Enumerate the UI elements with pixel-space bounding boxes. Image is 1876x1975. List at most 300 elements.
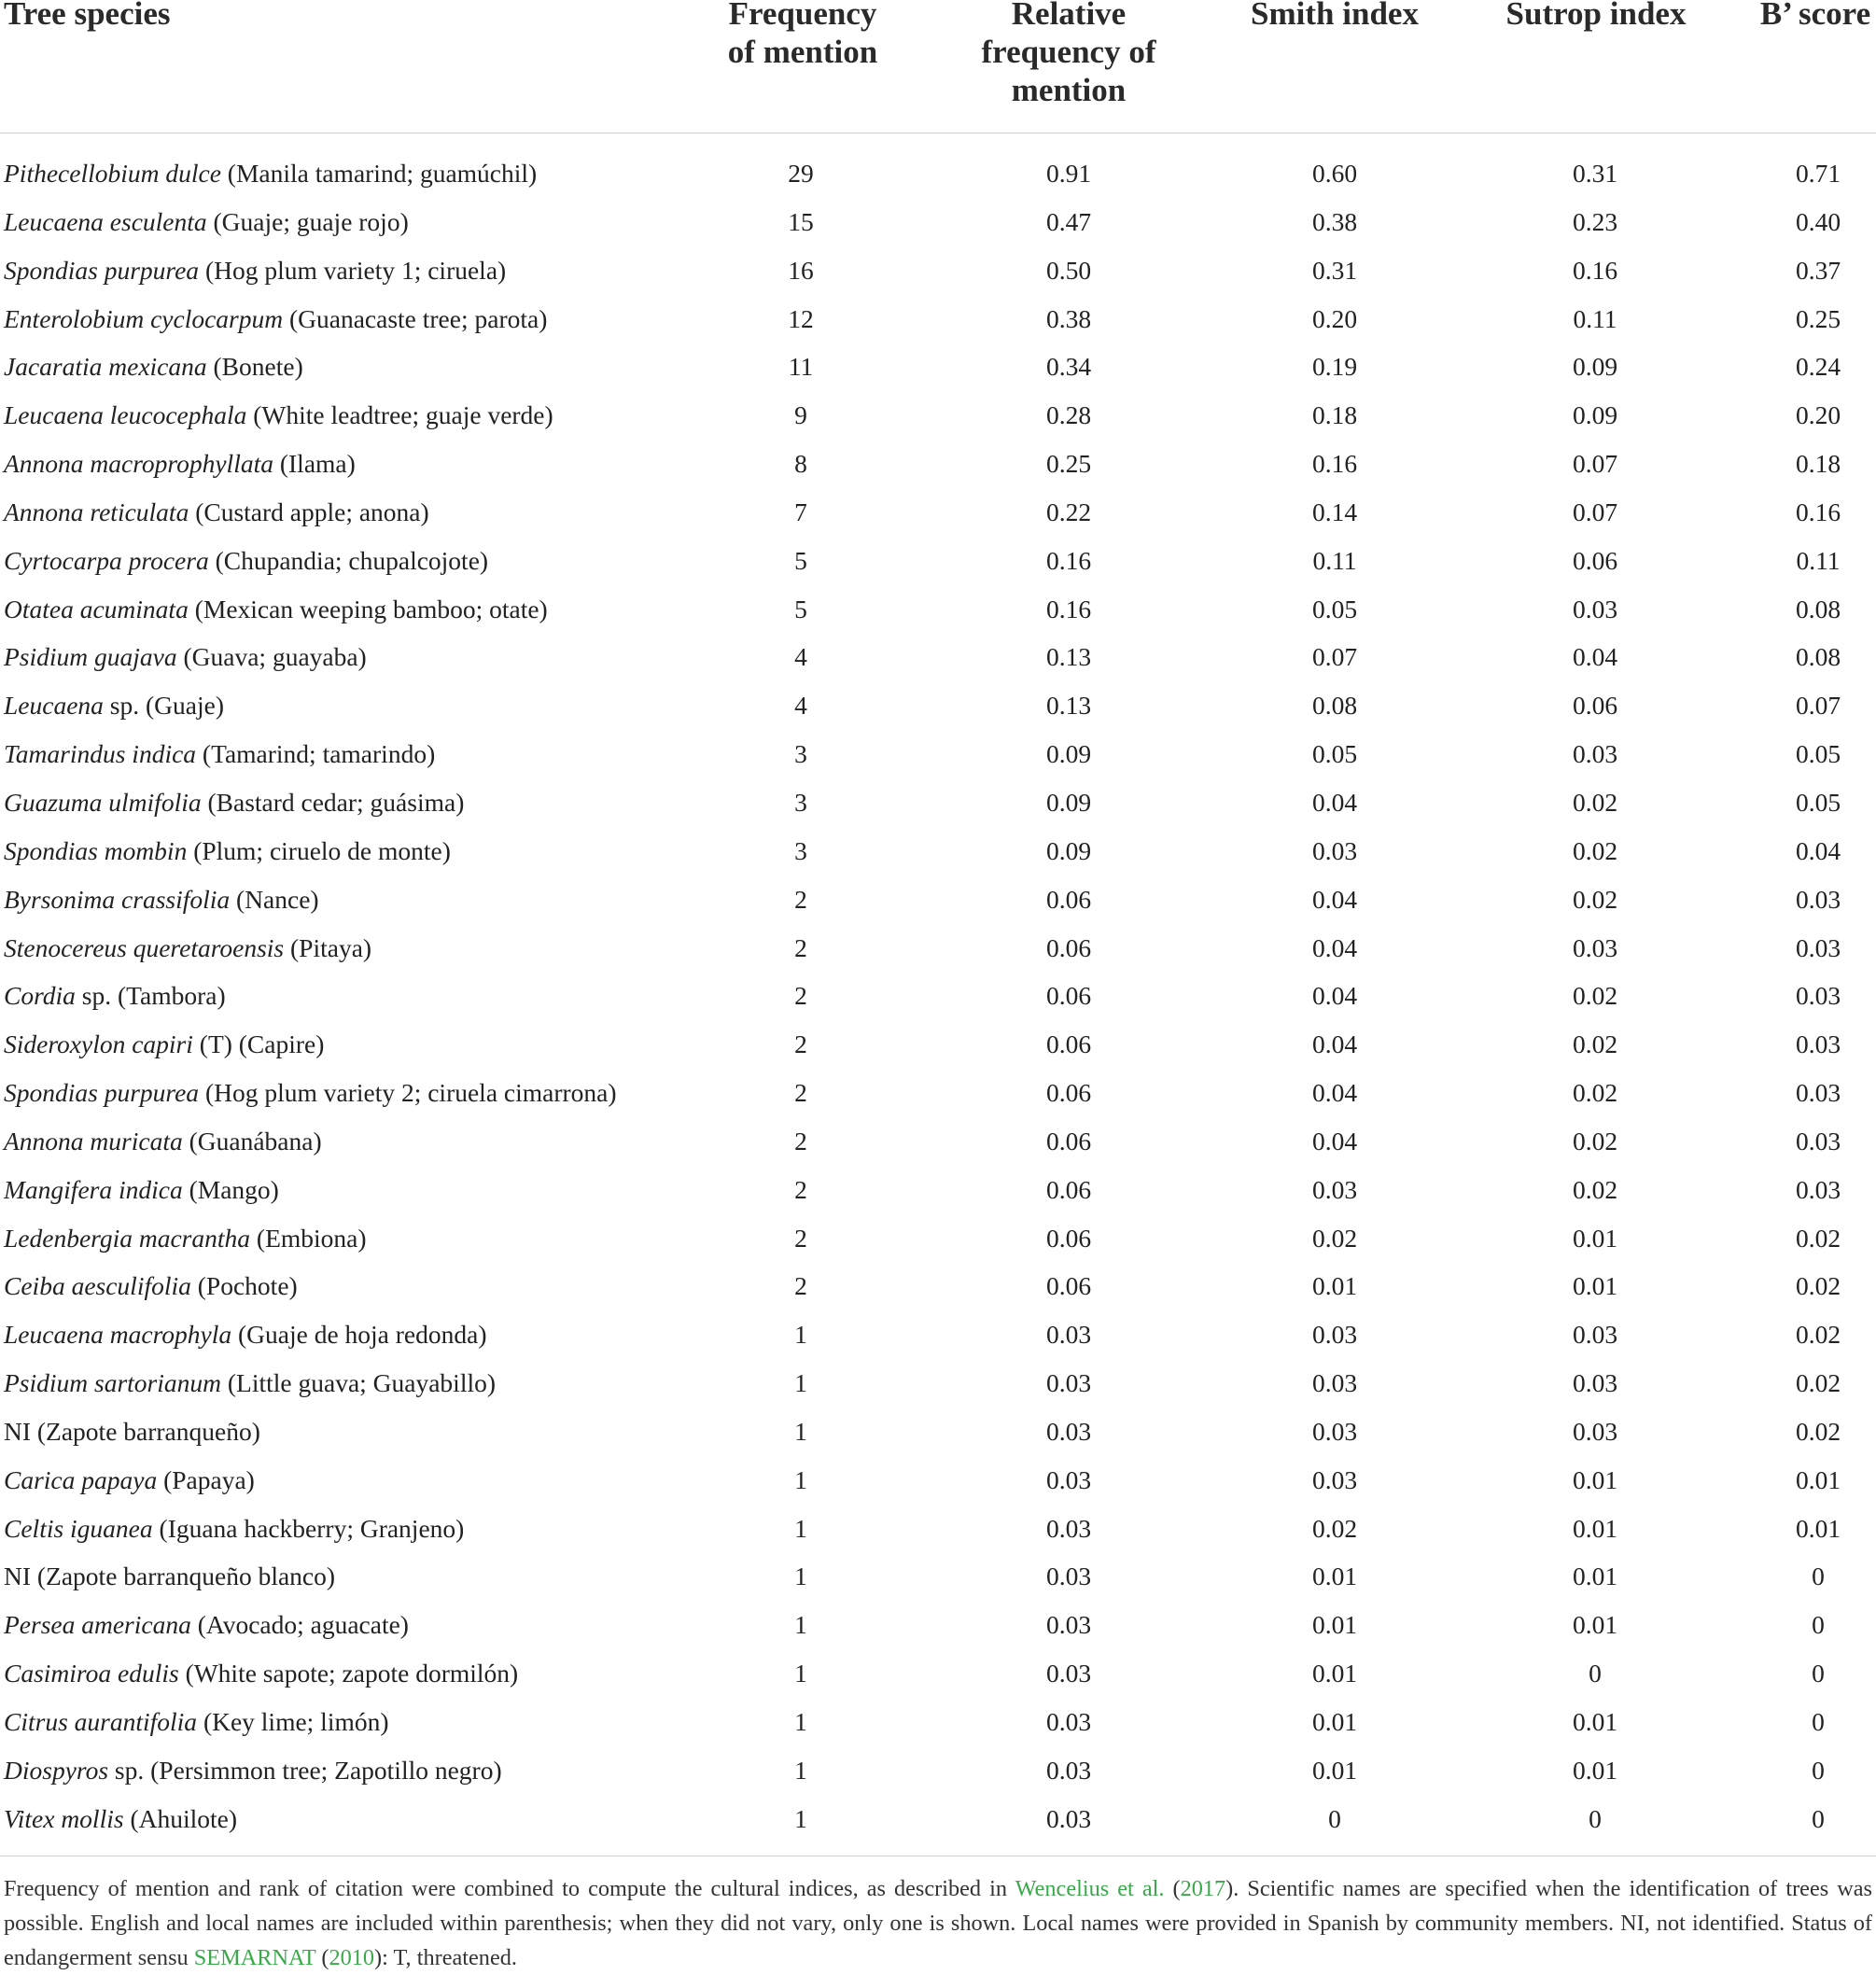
table-row — [0, 1752, 1876, 1800]
cell-smith-index: 0.04 — [1311, 981, 1358, 1011]
cell-relative-frequency: 0.50 — [1045, 255, 1092, 285]
scientific-name: Ledenbergia macrantha — [4, 1223, 251, 1253]
cell-sutrop-index: 0.07 — [1572, 449, 1618, 479]
cell-tree-species — [4, 1316, 487, 1353]
cell-tree-species — [4, 1026, 324, 1063]
table-row — [0, 1558, 1876, 1606]
cell-relative-frequency: 0.03 — [1045, 1562, 1092, 1591]
cell-sutrop-index: 0.02 — [1572, 884, 1618, 914]
common-name: (Pitaya) — [284, 932, 372, 962]
cell-frequency: 1 — [794, 1513, 807, 1543]
common-name: (Plum; ciruelo de monte) — [187, 835, 451, 865]
cell-smith-index: 0.01 — [1311, 1562, 1358, 1591]
table-row — [0, 1220, 1876, 1268]
cell-tree-species — [4, 784, 464, 821]
cell-sutrop-index: 0.07 — [1572, 497, 1618, 526]
cell-frequency: 2 — [794, 1271, 807, 1301]
cell-tree-species — [4, 1800, 237, 1838]
common-name: (Manila tamarind; guamúchil) — [220, 159, 538, 188]
cell-smith-index: 0.11 — [1312, 545, 1357, 575]
common-name: (Guaje de hoja redonda) — [231, 1320, 487, 1350]
common-name: (Papaya) — [157, 1464, 255, 1494]
scientific-name: Ceiba aesculifolia — [4, 1271, 191, 1301]
cell-sutrop-index: 0.03 — [1572, 1416, 1618, 1446]
cell-b-score: 0.03 — [1795, 884, 1841, 914]
cell-tree-species — [4, 930, 371, 967]
cell-sutrop-index: 0.03 — [1572, 1368, 1618, 1398]
table-row — [0, 1268, 1876, 1316]
table-row — [0, 1606, 1876, 1655]
scientific-name: Casimiroa edulis — [4, 1659, 179, 1688]
cell-sutrop-index: 0.03 — [1572, 932, 1618, 962]
cell-frequency: 12 — [788, 303, 814, 333]
scientific-name: Pithecellobium dulce — [4, 159, 221, 188]
common-name: (Little guava; Guayabillo) — [221, 1368, 497, 1398]
common-name: (Bastard cedar; guásima) — [201, 787, 465, 817]
common-name: (Embiona) — [250, 1223, 367, 1253]
cell-b-score: 0.05 — [1795, 787, 1841, 817]
cell-tree-species — [4, 1123, 322, 1160]
cell-relative-frequency: 0.28 — [1045, 400, 1092, 430]
table-row — [0, 833, 1876, 881]
table-body — [0, 155, 1876, 1849]
footnote-text: ): T, threatened. — [374, 1945, 517, 1970]
cell-b-score: 0.24 — [1795, 352, 1841, 382]
cell-relative-frequency: 0.09 — [1045, 739, 1092, 769]
common-name: (Chupandia; chupalcojote) — [208, 545, 489, 575]
cell-b-score: 0.37 — [1795, 255, 1841, 285]
cell-smith-index: 0.18 — [1311, 400, 1358, 430]
cell-relative-frequency: 0.91 — [1045, 159, 1092, 188]
cell-frequency: 1 — [794, 1610, 807, 1640]
cell-b-score: 0.08 — [1795, 642, 1841, 672]
cell-frequency: 1 — [794, 1707, 807, 1736]
scientific-name: Cordia — [4, 981, 76, 1011]
cell-tree-species — [4, 1606, 409, 1644]
cell-sutrop-index: 0.06 — [1572, 545, 1618, 575]
cell-tree-species — [4, 1558, 335, 1595]
scientific-name: Annona reticulata — [4, 497, 189, 526]
cell-tree-species — [4, 881, 319, 918]
cell-relative-frequency: 0.03 — [1045, 1464, 1092, 1494]
table-row — [0, 881, 1876, 930]
cell-frequency: 3 — [794, 835, 807, 865]
cell-frequency: 2 — [794, 884, 807, 914]
cell-smith-index: 0.01 — [1311, 1707, 1358, 1736]
cell-frequency: 2 — [794, 1030, 807, 1059]
scientific-name: Carica papaya — [4, 1464, 158, 1494]
table-row — [0, 1703, 1876, 1752]
scientific-name: Diospyros — [4, 1755, 109, 1785]
cell-relative-frequency: 0.06 — [1045, 1174, 1092, 1204]
cell-tree-species — [4, 301, 547, 338]
cell-b-score: 0.25 — [1795, 303, 1841, 333]
cell-smith-index: 0.16 — [1311, 449, 1358, 479]
cell-smith-index: 0.60 — [1311, 159, 1358, 188]
cell-sutrop-index: 0.03 — [1572, 594, 1618, 623]
cell-smith-index: 0.01 — [1311, 1271, 1358, 1301]
table-row — [0, 348, 1876, 397]
cell-smith-index: 0.19 — [1311, 352, 1358, 382]
cell-b-score: 0.02 — [1795, 1320, 1841, 1350]
cell-sutrop-index: 0.02 — [1572, 1078, 1618, 1108]
cell-tree-species — [4, 1268, 298, 1305]
cell-b-score: 0 — [1812, 1562, 1825, 1591]
cell-smith-index: 0.14 — [1311, 497, 1358, 526]
footnote-text: ). Scientific names are specified when the identification of trees was possible. English and local names are included within parenthesis; when they did not vary, only one is shown. Local names were provided in Spanish by community members. NI, not identified. Status of endangerment sensu — [4, 1876, 1873, 1970]
scientific-name: Jacaratia mexicana — [4, 352, 207, 382]
cell-frequency: 1 — [794, 1755, 807, 1785]
scientific-name: Annona muricata — [4, 1126, 183, 1156]
cell-smith-index: 0.03 — [1311, 1174, 1358, 1204]
cell-relative-frequency: 0.47 — [1045, 206, 1092, 236]
scientific-name: Persea americana — [4, 1610, 191, 1640]
cell-relative-frequency: 0.03 — [1045, 1416, 1092, 1446]
scientific-name: Otatea acuminata — [4, 594, 189, 623]
table-row — [0, 397, 1876, 445]
cell-b-score: 0.07 — [1795, 691, 1841, 721]
cell-b-score: 0.71 — [1795, 159, 1841, 188]
cell-tree-species — [4, 977, 226, 1015]
cell-sutrop-index: 0.09 — [1572, 400, 1618, 430]
cell-tree-species — [4, 1074, 617, 1112]
common-name: (Key lime; limón) — [197, 1707, 389, 1736]
cell-frequency: 1 — [794, 1803, 807, 1833]
cell-frequency: 1 — [794, 1659, 807, 1688]
cell-sutrop-index: 0.09 — [1572, 352, 1618, 382]
cell-sutrop-index: 0.02 — [1572, 1126, 1618, 1156]
cell-b-score: 0.03 — [1795, 1078, 1841, 1108]
scientific-name: Citrus aurantifolia — [4, 1707, 198, 1736]
cell-b-score: 0.04 — [1795, 835, 1841, 865]
table-header — [0, 0, 1876, 133]
cell-b-score: 0.11 — [1796, 545, 1841, 575]
cell-frequency: 3 — [794, 787, 807, 817]
cell-tree-species — [4, 203, 409, 241]
cell-relative-frequency: 0.16 — [1045, 545, 1092, 575]
scientific-name: Byrsonima crassifolia — [4, 884, 231, 914]
cell-relative-frequency: 0.03 — [1045, 1320, 1092, 1350]
cell-tree-species — [4, 1655, 518, 1692]
column-header-tree-species: Tree species — [4, 0, 171, 32]
cell-relative-frequency: 0.34 — [1045, 352, 1092, 382]
scientific-name: Spondias mombin — [4, 835, 188, 865]
cell-b-score: 0.40 — [1795, 206, 1841, 236]
cell-relative-frequency: 0.03 — [1045, 1368, 1092, 1398]
cell-relative-frequency: 0.13 — [1045, 642, 1092, 672]
column-header-frequency: Frequency of mention — [727, 0, 878, 70]
cell-sutrop-index: 0.02 — [1572, 835, 1618, 865]
cell-frequency: 8 — [794, 449, 807, 479]
cell-smith-index: 0.08 — [1311, 691, 1358, 721]
common-name: NI (Zapote barranqueño blanco) — [4, 1562, 336, 1591]
table-row — [0, 1026, 1876, 1074]
cell-smith-index: 0.03 — [1311, 835, 1358, 865]
cell-relative-frequency: 0.16 — [1045, 594, 1092, 623]
cell-tree-species — [4, 1413, 260, 1450]
cell-relative-frequency: 0.06 — [1045, 1030, 1092, 1059]
cell-relative-frequency: 0.06 — [1045, 1223, 1092, 1253]
cell-smith-index: 0.03 — [1311, 1320, 1358, 1350]
cell-smith-index: 0.04 — [1311, 884, 1358, 914]
cell-sutrop-index: 0 — [1589, 1659, 1602, 1688]
common-name: (Iguana hackberry; Granjeno) — [152, 1513, 465, 1543]
table-row — [0, 494, 1876, 542]
scientific-name: Mangifera indica — [4, 1174, 183, 1204]
cell-b-score: 0.02 — [1795, 1271, 1841, 1301]
common-name: (Guanábana) — [182, 1126, 322, 1156]
cell-sutrop-index: 0.01 — [1572, 1223, 1618, 1253]
cell-tree-species — [4, 1462, 255, 1499]
scientific-name: Leucaena — [4, 691, 104, 721]
common-name: (Custard apple; anona) — [189, 497, 429, 526]
cell-sutrop-index: 0.03 — [1572, 739, 1618, 769]
cell-smith-index: 0.20 — [1311, 303, 1358, 333]
common-name: (T) (Capire) — [192, 1030, 325, 1059]
table-row — [0, 784, 1876, 833]
cell-frequency: 4 — [794, 691, 807, 721]
cell-b-score: 0.03 — [1795, 981, 1841, 1011]
cell-frequency: 7 — [794, 497, 807, 526]
footnote-link-semarnat[interactable]: SEMARNAT — [193, 1945, 316, 1970]
scientific-name: Annona macroprophyllata — [4, 449, 273, 479]
cell-smith-index: 0.04 — [1311, 1078, 1358, 1108]
footnote-link-wencelius[interactable]: Wencelius et al. — [1015, 1876, 1165, 1901]
cell-relative-frequency: 0.09 — [1045, 835, 1092, 865]
table-row — [0, 1316, 1876, 1365]
cell-b-score: 0.03 — [1795, 1174, 1841, 1204]
footnote-link-semarnat-year[interactable]: 2010 — [329, 1945, 375, 1970]
cell-sutrop-index: 0.01 — [1572, 1610, 1618, 1640]
table-row — [0, 1655, 1876, 1703]
cell-b-score: 0 — [1812, 1707, 1825, 1736]
table-row — [0, 1462, 1876, 1510]
table-row — [0, 301, 1876, 349]
common-name: (Pochote) — [190, 1271, 298, 1301]
cell-frequency: 11 — [788, 352, 814, 382]
table-row — [0, 1413, 1876, 1462]
cell-tree-species — [4, 252, 506, 289]
cell-frequency: 2 — [794, 1126, 807, 1156]
common-name: (Guava; guayaba) — [176, 642, 367, 672]
table-row — [0, 687, 1876, 735]
cell-b-score: 0.01 — [1795, 1464, 1841, 1494]
column-header-relative-frequency: Relative frequency of mention — [981, 0, 1156, 108]
cell-tree-species — [4, 735, 435, 773]
table-footnote — [4, 1871, 1872, 1975]
table-row — [0, 977, 1876, 1026]
scientific-name: Leucaena esculenta — [4, 206, 207, 236]
cell-b-score: 0.16 — [1795, 497, 1841, 526]
common-name: (White sapote; zapote dormilón) — [178, 1659, 519, 1688]
scientific-name: Psidium guajava — [4, 642, 177, 672]
cell-sutrop-index: 0.01 — [1572, 1562, 1618, 1591]
cell-sutrop-index: 0.31 — [1572, 159, 1618, 188]
cell-frequency: 9 — [794, 400, 807, 430]
cell-sutrop-index: 0.16 — [1572, 255, 1618, 285]
common-name: sp. (Persimmon tree; Zapotillo negro) — [108, 1755, 502, 1785]
scientific-name: Spondias purpurea — [4, 255, 200, 285]
cell-smith-index: 0.05 — [1311, 594, 1358, 623]
scientific-name: Vitex mollis — [4, 1803, 124, 1833]
cell-smith-index: 0.04 — [1311, 1126, 1358, 1156]
cell-sutrop-index: 0.02 — [1572, 1030, 1618, 1059]
cell-frequency: 1 — [794, 1562, 807, 1591]
cell-frequency: 3 — [794, 739, 807, 769]
cell-tree-species — [4, 1220, 367, 1257]
cell-relative-frequency: 0.03 — [1045, 1707, 1092, 1736]
common-name: (Tamarind; tamarindo) — [196, 739, 436, 769]
cell-frequency: 2 — [794, 1174, 807, 1204]
cell-smith-index: 0.04 — [1311, 932, 1358, 962]
cell-relative-frequency: 0.03 — [1045, 1513, 1092, 1543]
cell-relative-frequency: 0.09 — [1045, 787, 1092, 817]
cell-sutrop-index: 0.11 — [1573, 303, 1617, 333]
column-header-smith-index: Smith index — [1251, 0, 1419, 32]
cell-b-score: 0.20 — [1795, 400, 1841, 430]
cell-relative-frequency: 0.13 — [1045, 691, 1092, 721]
cell-b-score: 0.03 — [1795, 1030, 1841, 1059]
cell-tree-species — [4, 348, 303, 385]
scientific-name: Spondias purpurea — [4, 1078, 200, 1108]
cell-smith-index: 0.03 — [1311, 1416, 1358, 1446]
cell-smith-index: 0.01 — [1311, 1755, 1358, 1785]
cell-b-score: 0 — [1812, 1659, 1825, 1688]
common-name: (Ahuilote) — [123, 1803, 237, 1833]
cell-b-score: 0.01 — [1795, 1513, 1841, 1543]
cell-smith-index: 0.03 — [1311, 1368, 1358, 1398]
cell-sutrop-index: 0.06 — [1572, 691, 1618, 721]
cell-b-score: 0.05 — [1795, 739, 1841, 769]
cell-tree-species — [4, 1703, 389, 1741]
table-row — [0, 542, 1876, 591]
cell-tree-species — [4, 155, 537, 192]
scientific-name: Sideroxylon capiri — [4, 1030, 193, 1059]
common-name: sp. (Tambora) — [75, 981, 226, 1011]
common-name: (Guaje; guaje rojo) — [206, 206, 409, 236]
table-row — [0, 930, 1876, 978]
common-name: sp. (Guaje) — [103, 691, 224, 721]
common-name: (Nance) — [230, 884, 319, 914]
cell-frequency: 15 — [788, 206, 814, 236]
cell-sutrop-index: 0 — [1589, 1803, 1602, 1833]
cell-frequency: 5 — [794, 545, 807, 575]
common-name: (Bonete) — [206, 352, 303, 382]
cell-tree-species — [4, 1510, 464, 1548]
cell-tree-species — [4, 638, 367, 676]
scientific-name: Leucaena macrophyla — [4, 1320, 232, 1350]
cell-smith-index: 0 — [1328, 1803, 1341, 1833]
cell-smith-index: 0.02 — [1311, 1513, 1358, 1543]
cell-frequency: 4 — [794, 642, 807, 672]
cell-sutrop-index: 0.01 — [1572, 1513, 1618, 1543]
cell-b-score: 0.02 — [1795, 1416, 1841, 1446]
common-name: (Ilama) — [273, 449, 356, 479]
common-name: (White leadtree; guaje verde) — [246, 400, 553, 430]
cell-relative-frequency: 0.06 — [1045, 981, 1092, 1011]
table-row — [0, 638, 1876, 687]
common-name: (Mexican weeping bamboo; otate) — [188, 594, 548, 623]
scientific-name: Stenocereus queretaroensis — [4, 932, 285, 962]
common-name: (Hog plum variety 1; ciruela) — [199, 255, 507, 285]
cell-b-score: 0 — [1812, 1755, 1825, 1785]
cell-sutrop-index: 0.02 — [1572, 787, 1618, 817]
cell-relative-frequency: 0.06 — [1045, 884, 1092, 914]
cell-frequency: 1 — [794, 1368, 807, 1398]
cell-b-score: 0.02 — [1795, 1368, 1841, 1398]
table-row — [0, 1123, 1876, 1171]
cell-sutrop-index: 0.23 — [1572, 206, 1618, 236]
cell-tree-species — [4, 542, 488, 580]
table-row — [0, 591, 1876, 639]
cell-frequency: 1 — [794, 1320, 807, 1350]
common-name: (Guanacaste tree; parota) — [283, 303, 548, 333]
cell-relative-frequency: 0.06 — [1045, 1078, 1092, 1108]
column-header-sutrop-index: Sutrop index — [1505, 0, 1687, 32]
scientific-name: Leucaena leucocephala — [4, 400, 247, 430]
scientific-name: Celtis iguanea — [4, 1513, 153, 1543]
cell-relative-frequency: 0.22 — [1045, 497, 1092, 526]
cell-relative-frequency: 0.03 — [1045, 1659, 1092, 1688]
common-name: (Avocado; aguacate) — [190, 1610, 409, 1640]
cell-smith-index: 0.05 — [1311, 739, 1358, 769]
footnote-link-wencelius-year[interactable]: 2017 — [1180, 1876, 1226, 1901]
cell-frequency: 2 — [794, 932, 807, 962]
footnote-text: ( — [315, 1945, 329, 1970]
footnote-text: ( — [1164, 1876, 1181, 1901]
cell-sutrop-index: 0.04 — [1572, 642, 1618, 672]
cell-smith-index: 0.07 — [1311, 642, 1358, 672]
cell-frequency: 2 — [794, 1223, 807, 1253]
cell-relative-frequency: 0.03 — [1045, 1755, 1092, 1785]
cell-tree-species — [4, 687, 224, 724]
cell-smith-index: 0.01 — [1311, 1610, 1358, 1640]
cell-relative-frequency: 0.25 — [1045, 449, 1092, 479]
table-row — [0, 1171, 1876, 1220]
cell-sutrop-index: 0.02 — [1572, 981, 1618, 1011]
scientific-name: Cyrtocarpa procera — [4, 545, 209, 575]
common-name: (Mango) — [182, 1174, 279, 1204]
cell-sutrop-index: 0.01 — [1572, 1271, 1618, 1301]
cell-frequency: 16 — [788, 255, 814, 285]
cell-tree-species — [4, 833, 451, 870]
cell-b-score: 0.03 — [1795, 932, 1841, 962]
scientific-name: Guazuma ulmifolia — [4, 787, 202, 817]
table-row — [0, 1800, 1876, 1849]
cell-b-score: 0.18 — [1795, 449, 1841, 479]
cell-b-score: 0.03 — [1795, 1126, 1841, 1156]
cell-frequency: 29 — [788, 159, 814, 188]
scientific-name: Tamarindus indica — [4, 739, 197, 769]
table-row — [0, 1074, 1876, 1123]
scientific-name: Psidium sartorianum — [4, 1368, 222, 1398]
cell-frequency: 5 — [794, 594, 807, 623]
cell-smith-index: 0.38 — [1311, 206, 1358, 236]
common-name: NI (Zapote barranqueño) — [4, 1416, 260, 1446]
common-name: (Hog plum variety 2; ciruela cimarrona) — [199, 1078, 617, 1108]
cell-frequency: 2 — [794, 981, 807, 1011]
cell-frequency: 1 — [794, 1464, 807, 1494]
cell-sutrop-index: 0.01 — [1572, 1755, 1618, 1785]
table-row — [0, 445, 1876, 494]
cell-relative-frequency: 0.03 — [1045, 1803, 1092, 1833]
cell-sutrop-index: 0.02 — [1572, 1174, 1618, 1204]
cell-smith-index: 0.03 — [1311, 1464, 1358, 1494]
cell-smith-index: 0.02 — [1311, 1223, 1358, 1253]
cell-frequency: 1 — [794, 1416, 807, 1446]
cell-relative-frequency: 0.06 — [1045, 1271, 1092, 1301]
cell-tree-species — [4, 1365, 496, 1402]
